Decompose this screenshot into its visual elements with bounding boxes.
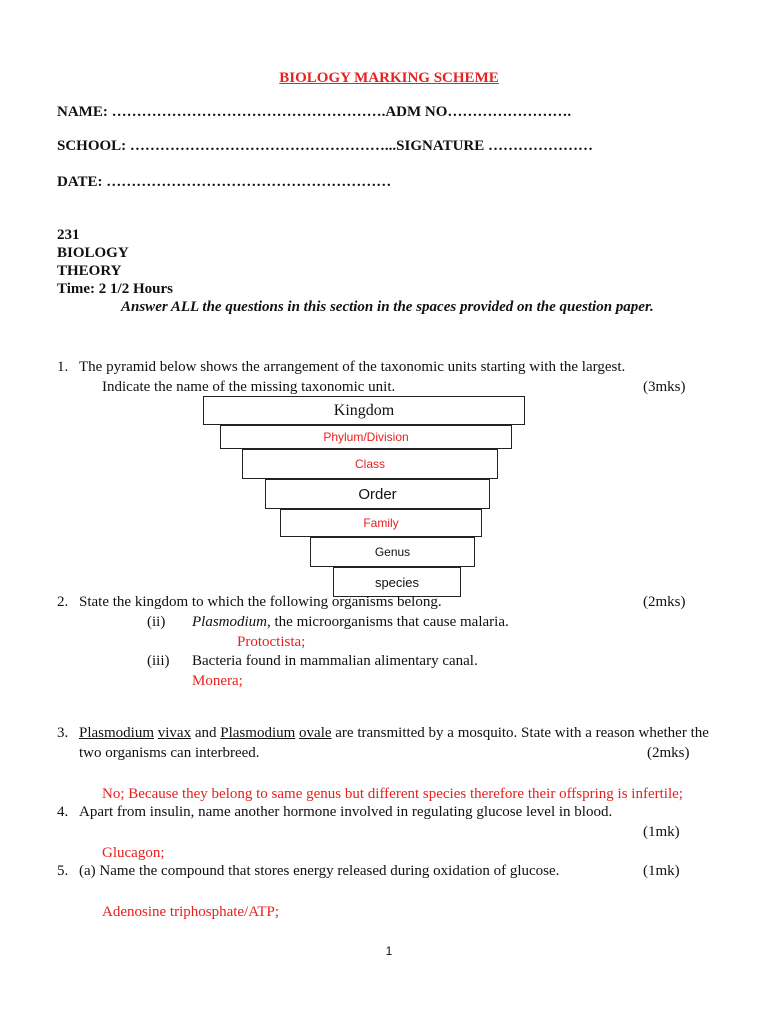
page-number: 1 (385, 944, 393, 958)
pyramid-level-class: Class (242, 449, 498, 479)
q3-text-line1 (79, 725, 709, 742)
q5-marks: (1mk) (643, 863, 680, 879)
q1-marks: (3mks) (643, 379, 686, 395)
school-signature-line: SCHOOL: ……………………………………………...SIGNATURE ………………… (57, 138, 594, 154)
q3-species-1: vivax (157, 725, 192, 741)
q3-genus-1: Plasmodium (79, 725, 155, 741)
q4-text: Apart from insulin, name another hormone involved in regulating glucose level in blood. (79, 804, 613, 820)
pyramid-level-species: species (333, 567, 461, 597)
q3-marks: (2mks) (647, 745, 690, 761)
q5-text: (a) Name the compound that stores energy released during oxidation of glucose. (79, 863, 560, 879)
pyramid-level-order: Order (265, 479, 490, 509)
q1-text-line2: Indicate the name of the missing taxonomic unit. (102, 379, 396, 395)
q3-species-2: ovale (299, 725, 332, 741)
q3-rest: are transmitted by a mosquito. State with a reason whether the (335, 725, 709, 741)
q5-number: 5. (57, 863, 69, 879)
q2-part-iii-text: Bacteria found in mammalian alimentary canal. (192, 653, 478, 669)
q1-number: 1. (57, 359, 69, 375)
q3-answer: No; Because they belong to same genus but different species therefore their offspring is infertile; (102, 786, 683, 802)
q5-answer: Adenosine triphosphate/ATP; (102, 904, 280, 920)
paper-code: 231 (57, 227, 80, 243)
paper-type: THEORY (57, 263, 122, 279)
q2-part-ii-description: , the microorganisms that cause malaria. (267, 614, 509, 630)
q2-text: State the kingdom to which the following organisms belong. (79, 594, 442, 610)
q3-and: and (194, 725, 217, 741)
q4-number: 4. (57, 804, 69, 820)
subject: BIOLOGY (57, 245, 129, 261)
q1-text-line1: The pyramid below shows the arrangement of the taxonomic units starting with the largest. (79, 359, 626, 375)
pyramid-level-genus: Genus (310, 537, 475, 567)
exam-time: Time: 2 1/2 Hours (57, 281, 173, 297)
name-adm-line: NAME: ……………………………………………….ADM NO……………………. (57, 104, 572, 120)
q4-marks: (1mk) (643, 824, 680, 840)
pyramid-level-family: Family (280, 509, 482, 537)
instruction: Answer ALL the questions in this section in the spaces provided on the question paper. (121, 299, 654, 315)
q2-part-iii-answer: Monera; (192, 673, 243, 689)
date-line: DATE: ………………………………………………… (57, 174, 392, 190)
q2-part-ii-answer: Protoctista; (237, 634, 306, 650)
q2-part-ii-text (192, 614, 509, 631)
q2-marks: (2mks) (643, 594, 686, 610)
pyramid-level-phylum: Phylum/Division (220, 425, 512, 449)
q2-part-ii-organism: Plasmodium (192, 614, 267, 630)
q3-text-line2: two organisms can interbreed. (79, 745, 260, 761)
q3-number: 3. (57, 725, 69, 741)
q2-number: 2. (57, 594, 69, 610)
q2-part-ii-label: (ii) (147, 614, 166, 630)
document-title: BIOLOGY MARKING SCHEME (279, 70, 499, 86)
q2-part-iii-label: (iii) (147, 653, 170, 669)
q3-genus-2: Plasmodium (220, 725, 296, 741)
q4-answer: Glucagon; (102, 845, 165, 861)
pyramid-level-kingdom: Kingdom (203, 396, 525, 425)
